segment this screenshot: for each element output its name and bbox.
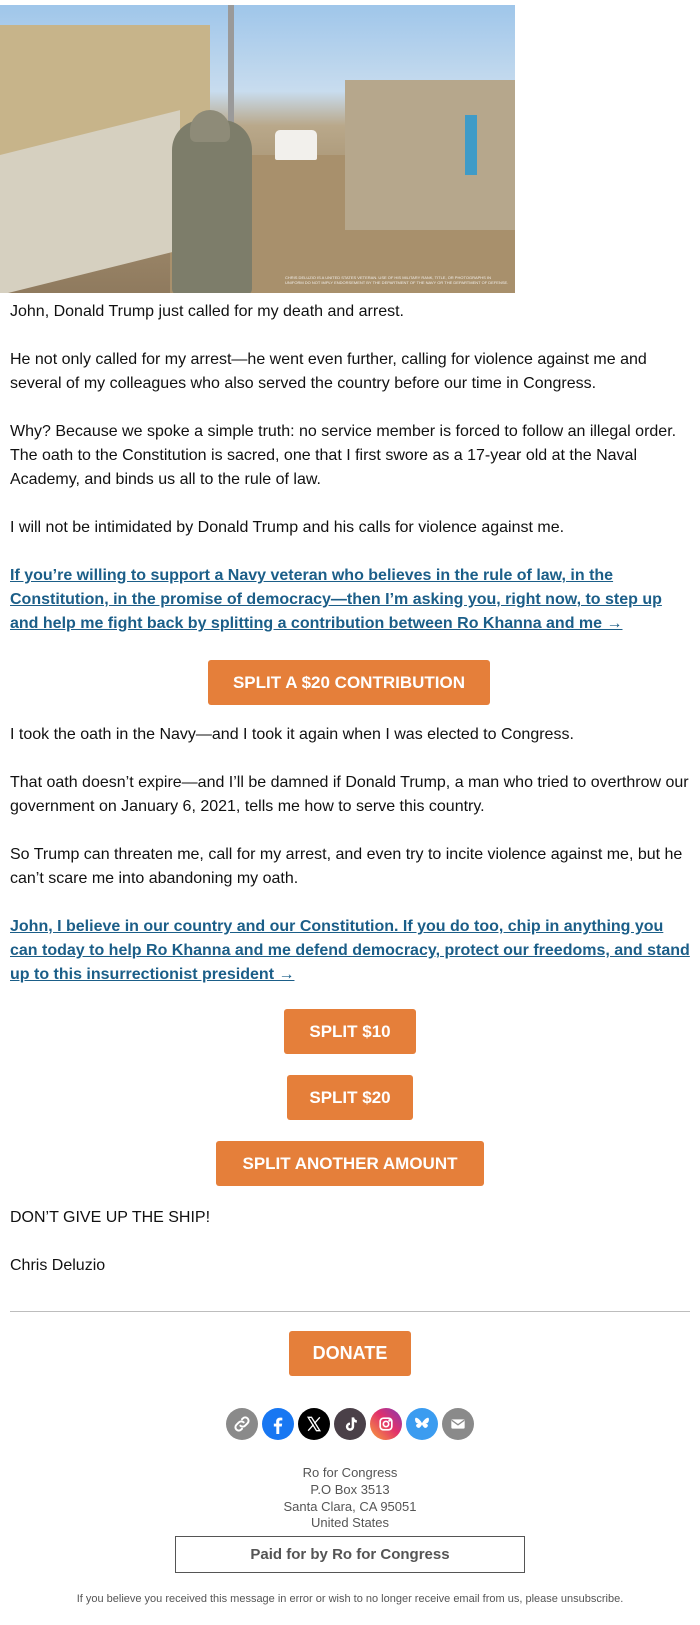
paragraph-2: He not only called for my arrest—he went even further, calling for violence against me and several of my colleagues who also served the country before our time in Congress. xyxy=(10,351,647,392)
photo-wall xyxy=(345,80,515,230)
photo-car xyxy=(275,130,317,160)
social-links xyxy=(226,1408,474,1440)
paid-for-disclaimer: Paid for by Ro for Congress xyxy=(175,1536,525,1573)
email-icon[interactable] xyxy=(442,1408,474,1440)
paragraph-5: I took the oath in the Navy—and I took it again when I was elected to Congress. xyxy=(10,726,574,743)
footer-org: Ro for Congress xyxy=(302,1465,398,1480)
paragraph-6: That oath doesn’t expire—and I’ll be damned if Donald Trump, a man who tried to overthrow our government on January 6, 2021, tells me how to serve this country. xyxy=(10,774,689,815)
paragraph-3: Why? Because we spoke a simple truth: no service member is forced to follow an illegal order. The oath to the Constitution is sacred, one that I first swore as a 17-year old at the Naval Academy, and binds us all to the rule of law. xyxy=(10,423,677,488)
x-icon[interactable] xyxy=(298,1408,330,1440)
footer-city: Santa Clara, CA 95051 xyxy=(283,1499,417,1514)
donate-button[interactable]: DONATE xyxy=(289,1331,411,1376)
split-10-button[interactable]: SPLIT $10 xyxy=(284,1009,416,1054)
split-another-amount-button[interactable]: SPLIT ANOTHER AMOUNT xyxy=(216,1141,484,1186)
photo-door xyxy=(465,115,477,175)
bluesky-icon[interactable] xyxy=(406,1408,438,1440)
footer-country: United States xyxy=(310,1515,390,1530)
photo-soldier xyxy=(172,120,252,293)
instagram-icon[interactable] xyxy=(370,1408,402,1440)
closing-line: DON’T GIVE UP THE SHIP! xyxy=(10,1209,211,1226)
photo-helmet xyxy=(190,110,230,142)
photo-caption: CHRIS DELUZIO IS A UNITED STATES VETERAN. USE OF HIS MILITARY RANK, TITLE, OR PHOTOGRAPHS IN UNIFORM DO NOT IMPLY ENDORSEMENT BY THE DEPARTMENT OF THE NAVY OR THE DEPARTMENT OF DEFENSE. xyxy=(285,275,509,285)
divider xyxy=(10,1311,690,1312)
donate-link-1[interactable]: If you’re willing to support a Navy veteran who believes in the rule of law, in the Constitution, in the promise of democracy—then I’m asking you, right now, to step up and help me fight back by splitting a contribution between Ro Khanna and me → xyxy=(10,567,662,632)
tiktok-icon[interactable] xyxy=(334,1408,366,1440)
signature: Chris Deluzio xyxy=(10,1257,106,1274)
split-20-button[interactable]: SPLIT $20 xyxy=(287,1075,413,1120)
paragraph-7: So Trump can threaten me, call for my arrest, and even try to incite violence against me, but he can’t scare me into abandoning my oath. xyxy=(10,846,683,887)
hero-photo xyxy=(0,5,515,293)
unsubscribe-note[interactable]: If you believe you received this message in error or wish to no longer receive email from us, please unsubscribe. xyxy=(76,1593,624,1605)
link-icon[interactable] xyxy=(226,1408,258,1440)
split-contribution-button[interactable]: SPLIT A $20 CONTRIBUTION xyxy=(208,660,490,705)
facebook-icon[interactable] xyxy=(262,1408,294,1440)
paragraph-4: I will not be intimidated by Donald Trump and his calls for violence against me. xyxy=(10,519,565,536)
footer-po-box: P.O Box 3513 xyxy=(310,1482,390,1497)
donate-link-2[interactable]: John, I believe in our country and our Constitution. If you do too, chip in anything you can today to help Ro Khanna and me defend democracy, protect our freedoms, and stand up to this insurrectionist president → xyxy=(10,918,690,983)
paragraph-1: John, Donald Trump just called for my death and arrest. xyxy=(10,303,404,320)
